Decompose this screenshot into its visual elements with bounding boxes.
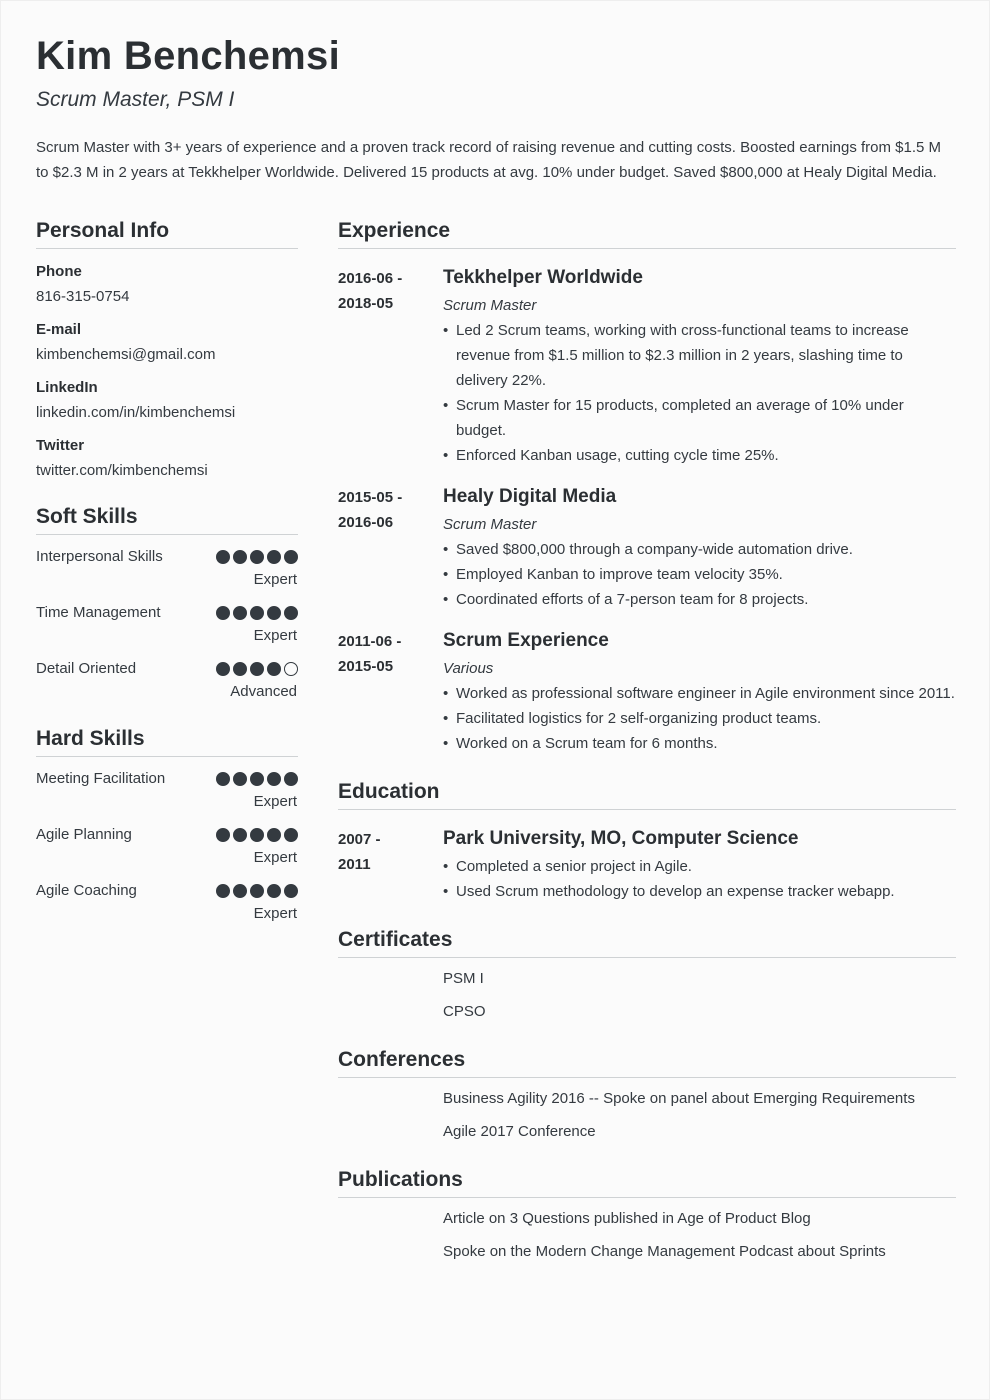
filled-dot-icon: [233, 550, 247, 564]
linkedin-value: linkedin.com/in/kimbenchemsi: [36, 404, 236, 421]
filled-dot-icon: [216, 606, 230, 620]
bullet-item: • Saved $800,000 through a company-wide automation drive.: [443, 537, 956, 562]
filled-dot-icon: [216, 884, 230, 898]
certificate-item: PSM I: [443, 970, 484, 987]
date-end: 2015-05: [338, 658, 394, 675]
skill-rating: [216, 828, 298, 842]
skill-level: Expert: [253, 627, 297, 644]
skill-item: [36, 769, 298, 813]
info-label: LinkedIn: [36, 379, 98, 396]
section-heading-publications: Publications: [338, 1165, 956, 1198]
filled-dot-icon: [250, 550, 264, 564]
skill-name: Agile Coaching: [36, 882, 137, 899]
conference-item: Agile 2017 Conference: [443, 1123, 596, 1140]
publication-item: Article on 3 Questions published in Age of Product Blog: [443, 1210, 811, 1227]
conferences-list: [443, 1086, 956, 1144]
conferences-section: [338, 1045, 956, 1144]
certificates-list: [443, 966, 956, 1024]
skill-rating: [216, 662, 298, 676]
filled-dot-icon: [267, 772, 281, 786]
bullet-item: • Worked as professional software engineer in Agile environment since 2011.: [443, 681, 956, 706]
entry-date: [338, 266, 428, 316]
bullet-item: • Enforced Kanban usage, cutting cycle time 25%.: [443, 443, 956, 468]
right-column: [338, 216, 956, 1264]
entry-body: [443, 482, 956, 612]
certificates-section: [338, 925, 956, 1024]
empty-dot-icon: [284, 662, 298, 676]
bullet-item: • Coordinated efforts of a 7-person team for 8 projects.: [443, 587, 956, 612]
info-linkedin: [36, 378, 298, 423]
skill-rating: [216, 772, 298, 786]
candidate-name: Kim Benchemsi: [36, 34, 340, 78]
skill-level: Expert: [253, 571, 297, 588]
skill-rating: [216, 884, 298, 898]
phone-value: 816-315-0754: [36, 288, 130, 305]
date-start: 2015-05 -: [338, 489, 403, 506]
skill-rating: [216, 606, 298, 620]
filled-dot-icon: [267, 606, 281, 620]
experience-section: [338, 216, 956, 756]
skill-item: [36, 825, 298, 869]
job-title: Scrum Master, PSM I: [36, 88, 235, 111]
info-label: Twitter: [36, 437, 85, 454]
section-heading-hard-skills: Hard Skills: [36, 724, 298, 757]
entry-body: [443, 626, 956, 756]
publications-list: [443, 1206, 956, 1264]
experience-entry: [338, 482, 956, 612]
date-start: 2011-06 -: [338, 633, 402, 650]
skill-name: Agile Planning: [36, 826, 132, 843]
section-heading-personal-info: Personal Info: [36, 216, 298, 249]
bullet-list: [443, 681, 956, 756]
bullet-item: • Scrum Master for 15 products, completed an average of 10% under budget.: [443, 393, 956, 443]
company-name: Healy Digital Media: [443, 486, 617, 507]
skill-name: Interpersonal Skills: [36, 548, 163, 565]
date-start: 2016-06 -: [338, 270, 403, 287]
entry-date: [338, 827, 428, 877]
bullet-list: [443, 537, 956, 612]
skill-level: Expert: [253, 793, 297, 810]
bullet-list: [443, 318, 956, 468]
filled-dot-icon: [267, 662, 281, 676]
date-end: 2018-05: [338, 295, 394, 312]
email-value: kimbenchemsi@gmail.com: [36, 346, 216, 363]
job-role: Scrum Master: [443, 297, 537, 314]
filled-dot-icon: [284, 828, 298, 842]
bullet-item: • Facilitated logistics for 2 self-organizing product teams.: [443, 706, 956, 731]
entry-body: [443, 824, 956, 904]
publications-section: [338, 1165, 956, 1264]
info-email: [36, 320, 298, 365]
filled-dot-icon: [250, 828, 264, 842]
certificate-item: CPSO: [443, 1003, 486, 1020]
filled-dot-icon: [250, 884, 264, 898]
filled-dot-icon: [216, 772, 230, 786]
company-name: Scrum Experience: [443, 630, 609, 651]
filled-dot-icon: [233, 606, 247, 620]
entry-date: [338, 485, 428, 535]
company-name: Tekkhelper Worldwide: [443, 267, 643, 288]
job-role: Scrum Master: [443, 516, 537, 533]
bullet-item: • Led 2 Scrum teams, working with cross-functional teams to increase revenue from $1.5 million to $2.3 million in 2 years, slashing time to delivery 22%.: [443, 318, 956, 393]
job-role: Various: [443, 660, 494, 677]
section-heading-conferences: Conferences: [338, 1045, 956, 1078]
filled-dot-icon: [284, 550, 298, 564]
skill-rating: [216, 550, 298, 564]
date-end: 2016-06: [338, 514, 394, 531]
filled-dot-icon: [284, 606, 298, 620]
filled-dot-icon: [284, 884, 298, 898]
bullet-item: • Worked on a Scrum team for 6 months.: [443, 731, 956, 756]
conference-item: Business Agility 2016 -- Spoke on panel about Emerging Requirements: [443, 1090, 915, 1107]
filled-dot-icon: [233, 828, 247, 842]
skill-item: [36, 659, 298, 703]
twitter-value: twitter.com/kimbenchemsi: [36, 462, 208, 479]
experience-entry: [338, 263, 956, 468]
school-name: Park University, MO, Computer Science: [443, 828, 799, 849]
section-heading-experience: Experience: [338, 216, 956, 249]
filled-dot-icon: [267, 550, 281, 564]
filled-dot-icon: [216, 662, 230, 676]
skill-level: Advanced: [230, 683, 297, 700]
filled-dot-icon: [267, 828, 281, 842]
skill-level: Expert: [253, 849, 297, 866]
filled-dot-icon: [250, 606, 264, 620]
filled-dot-icon: [233, 884, 247, 898]
section-heading-certificates: Certificates: [338, 925, 956, 958]
bullet-list: [443, 854, 956, 904]
info-twitter: [36, 436, 298, 481]
info-label: Phone: [36, 263, 82, 280]
section-heading-soft-skills: Soft Skills: [36, 502, 298, 535]
bullet-item: • Used Scrum methodology to develop an expense tracker webapp.: [443, 879, 956, 904]
education-entry: [338, 824, 956, 904]
section-heading-education: Education: [338, 777, 956, 810]
skill-item: [36, 881, 298, 925]
experience-entry: [338, 626, 956, 756]
bullet-item: • Employed Kanban to improve team velocity 35%.: [443, 562, 956, 587]
publication-item: Spoke on the Modern Change Management Podcast about Sprints: [443, 1243, 886, 1260]
filled-dot-icon: [250, 662, 264, 676]
hard-skills-section: [36, 724, 298, 925]
skill-level: Expert: [253, 905, 297, 922]
filled-dot-icon: [216, 550, 230, 564]
skill-item: [36, 603, 298, 647]
skill-name: Time Management: [36, 604, 161, 621]
entry-date: [338, 629, 428, 679]
skill-name: Detail Oriented: [36, 660, 137, 677]
resume-header: [36, 31, 956, 185]
date-end: 2011: [338, 856, 371, 873]
filled-dot-icon: [233, 772, 247, 786]
entry-body: [443, 263, 956, 468]
info-label: E-mail: [36, 321, 82, 338]
left-column: [36, 216, 298, 925]
bullet-item: • Completed a senior project in Agile.: [443, 854, 956, 879]
date-start: 2007 -: [338, 831, 381, 848]
personal-info-section: [36, 216, 298, 481]
filled-dot-icon: [233, 662, 247, 676]
info-phone: [36, 262, 298, 307]
profile-summary: Scrum Master with 3+ years of experience and a proven track record of raising revenue and cutting costs. Boosted earnings from $1.5 M to $2.3 M in 2 years at Tekkhelper Worldwide. Delivered 15 products at avg. 10% under budget. Saved $800,000 at Healy Digital Media.: [36, 139, 942, 181]
filled-dot-icon: [216, 828, 230, 842]
skill-item: [36, 547, 298, 591]
soft-skills-section: [36, 502, 298, 703]
filled-dot-icon: [284, 772, 298, 786]
filled-dot-icon: [267, 884, 281, 898]
skill-name: Meeting Facilitation: [36, 770, 166, 787]
filled-dot-icon: [250, 772, 264, 786]
education-section: [338, 777, 956, 904]
